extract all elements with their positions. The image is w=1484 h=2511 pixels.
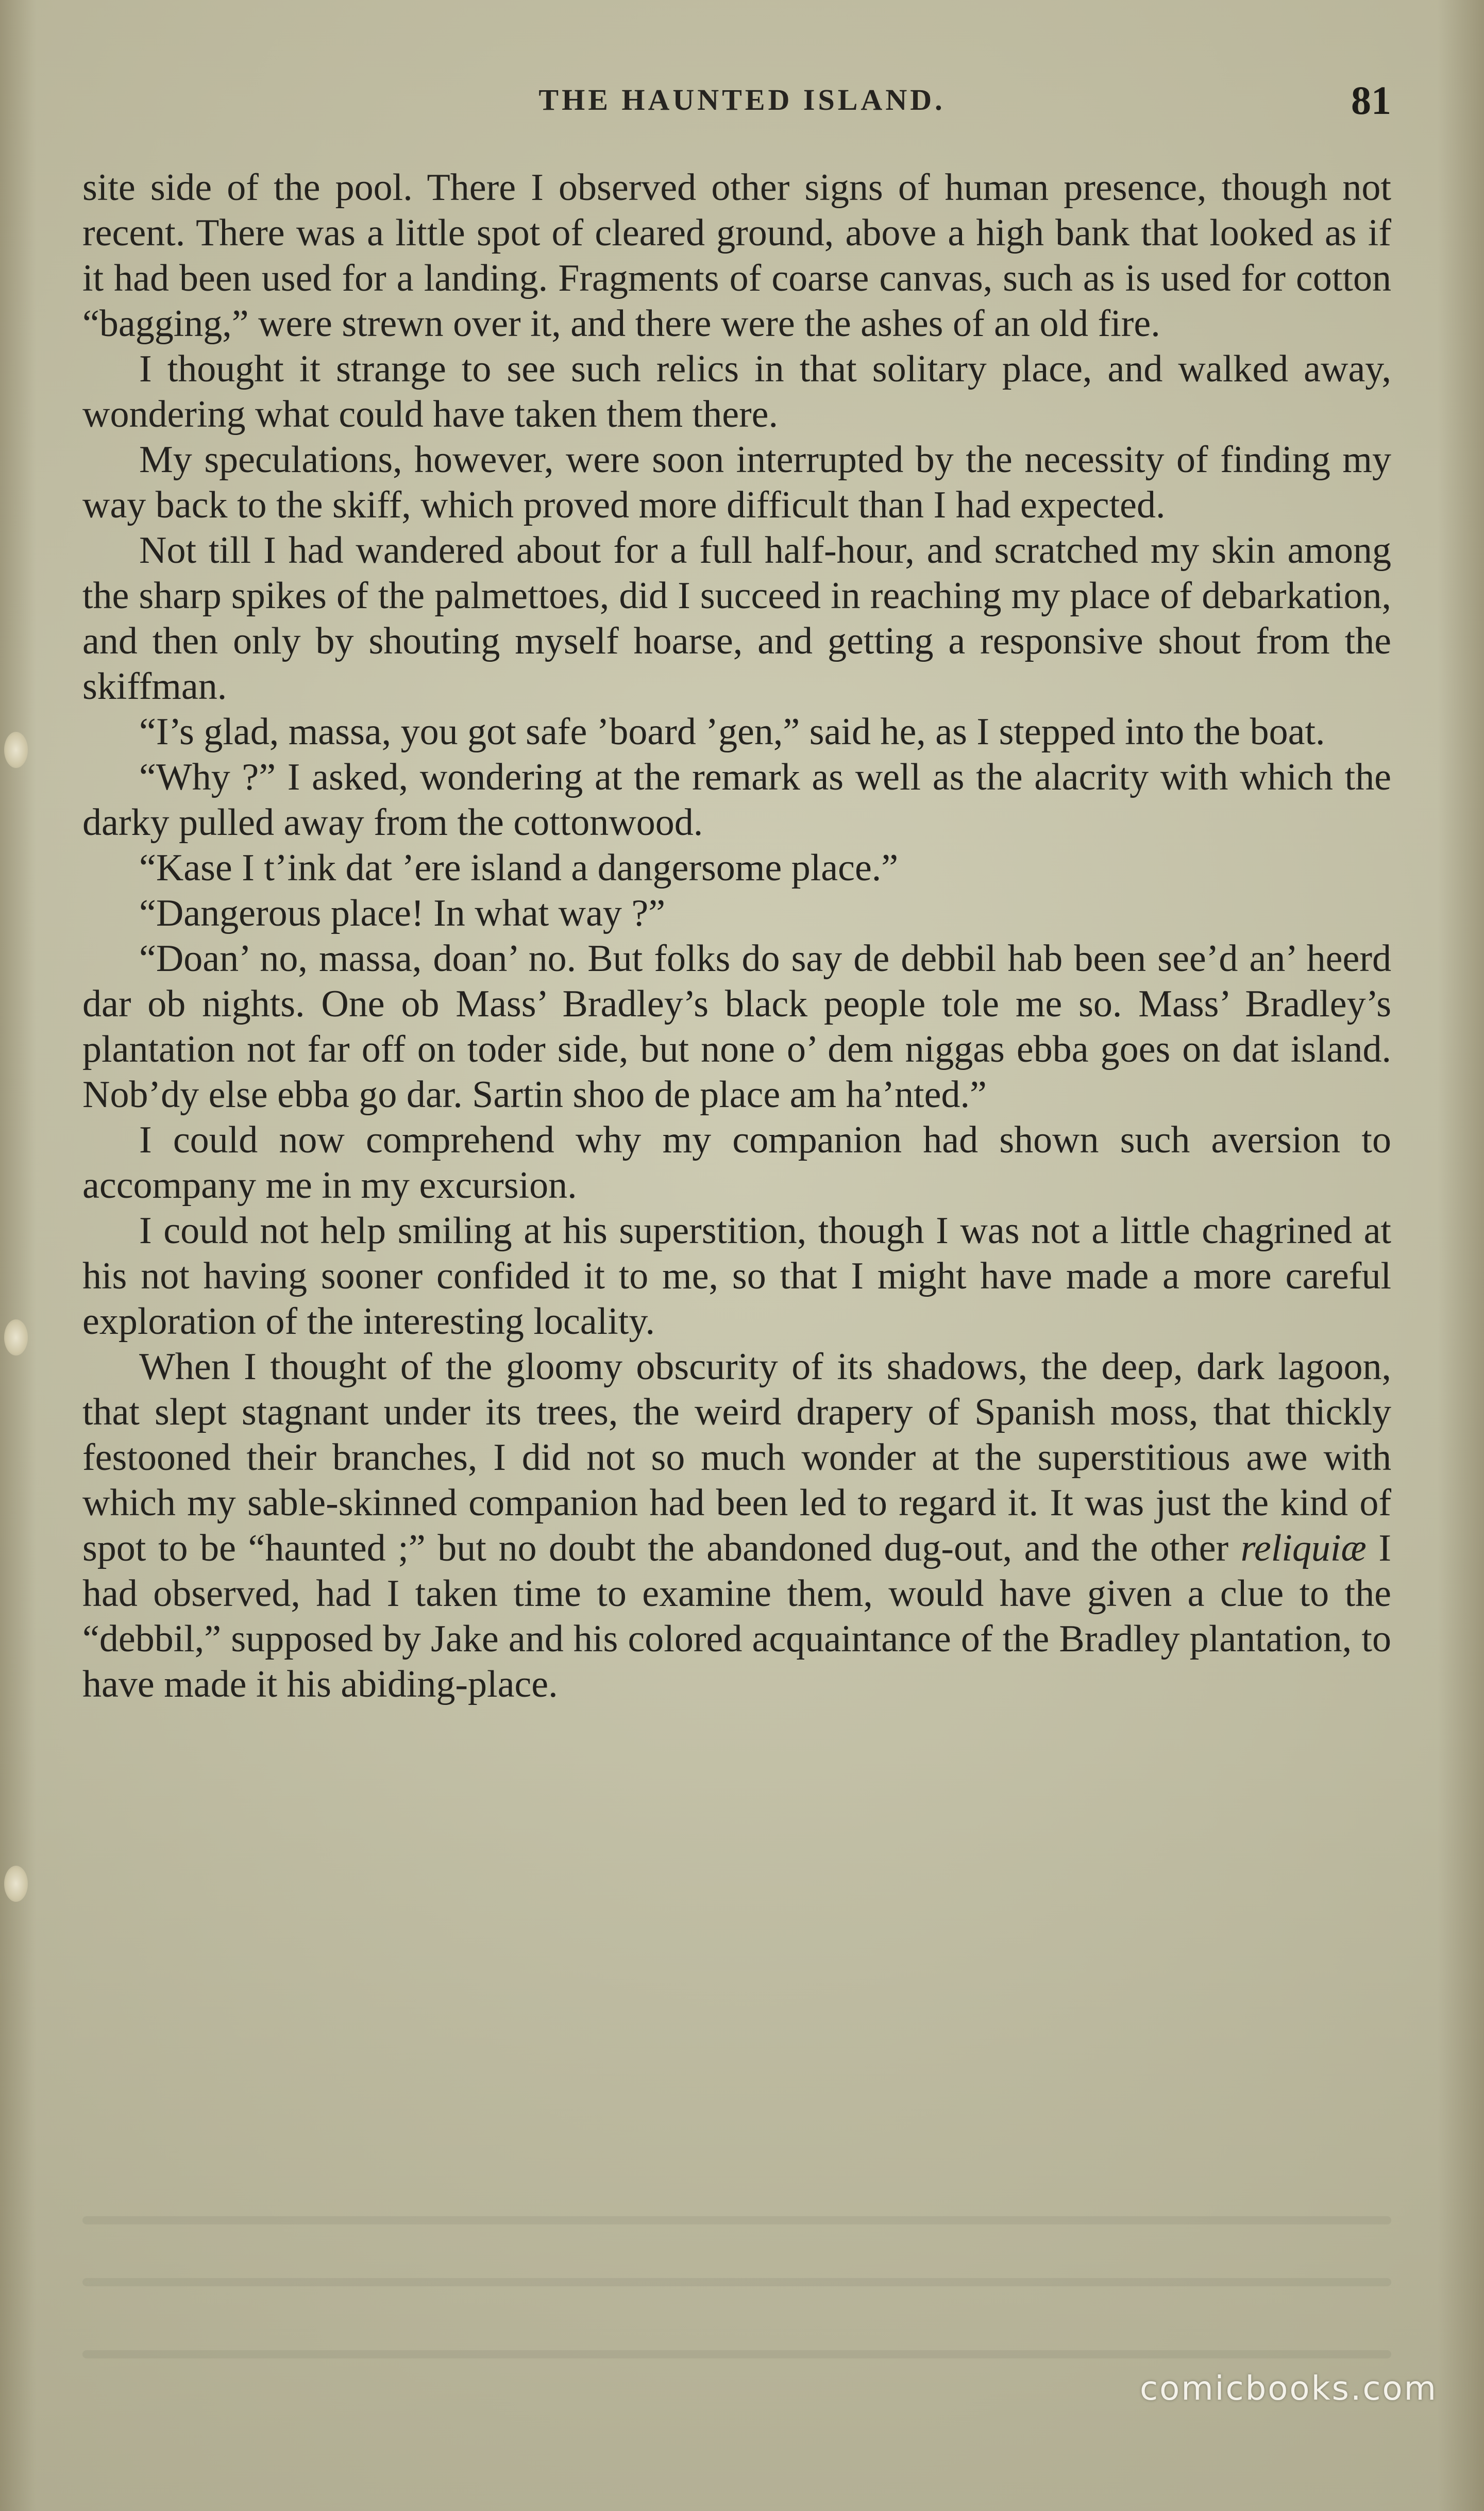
bleed-through-line bbox=[82, 2350, 1391, 2358]
page-header bbox=[82, 77, 1402, 124]
paragraph: “Dangerous place! In what way ?” bbox=[139, 892, 666, 934]
paragraph: I could not help smiling at his superstition, though I was not a little chagrined at his not having sooner confided it to me, so that I might have made a more careful exploration of the interesting locality. bbox=[82, 1210, 1391, 1343]
bleed-through-line bbox=[82, 2216, 1391, 2224]
body-text bbox=[82, 165, 1391, 1707]
page-edge-shadow-right bbox=[1438, 0, 1484, 2511]
bleed-through-line bbox=[82, 2278, 1391, 2286]
paragraph: “Why ?” I asked, wondering at the remark as well as the alacrity with which the darky pulled away from the cottonwood. bbox=[82, 756, 1391, 844]
page-number: 81 bbox=[1351, 78, 1391, 123]
binding-hole bbox=[4, 732, 28, 768]
paragraph-last bbox=[82, 1344, 1391, 1707]
italic-word: reliquiæ bbox=[1240, 1527, 1367, 1569]
page-edge-shadow-left bbox=[0, 0, 36, 2511]
running-title: THE HAUNTED ISLAND. bbox=[538, 83, 946, 116]
paragraph: “Doan’ no, massa, doan’ no. But folks do say de debbil hab been see’d an’ heerd dar ob nights. One ob Mass’ Bradley’s black people tole me so. Mass’ Bradley’s plantation not far off on toder side, but none o’ dem niggas ebba goes on dat island. Nob’dy else ebba go dar. Sartin shoo de place am ha’nted.” bbox=[82, 938, 1391, 1116]
paragraph: “I’s glad, massa, you got safe ’board ’gen,” said he, as I stepped into the boat. bbox=[139, 711, 1325, 753]
paragraph: site side of the pool. There I observed other signs of human presence, though not recent. There was a little spot of cleared ground, above a high bank that looked as if it had been used for a landing. Fragments of coarse canvas, such as is used for cotton “bagging,” were strewn over it, and there were the ashes of an old fire. bbox=[82, 166, 1391, 345]
binding-hole bbox=[4, 1319, 28, 1355]
paragraph: I thought it strange to see such relics in that solitary place, and walked away, wondering what could have taken them there. bbox=[82, 348, 1391, 436]
paragraph: Not till I had wandered about for a full half-hour, and scratched my skin among the sharp spikes of the palmettoes, did I succeed in reaching my place of debarkation, and then only by shouting myself hoarse, and getting a responsive shout from the skiffman. bbox=[82, 529, 1391, 708]
paragraph: My speculations, however, were soon interrupted by the necessity of finding my way back to the skiff, which proved more difficult than I had expected. bbox=[82, 439, 1391, 526]
text-run: I had observed, had I taken time to examine them, would have given a clue to the “debbil,” supposed by Jake and his colored acquaintance of the Bradley plantation, to have made it his abiding-place. bbox=[82, 1527, 1391, 1705]
paragraph: I could now comprehend why my companion had shown such aversion to accompany me in my excursion. bbox=[82, 1119, 1391, 1207]
watermark: comicbooks.com bbox=[1139, 2370, 1438, 2408]
paragraph: “Kase I t’ink dat ’ere island a dangersome place.” bbox=[139, 847, 899, 889]
text-run: When I thought of the gloomy obscurity of its shadows, the deep, dark lagoon, that slept stagnant under its trees, the weird drapery of Spanish moss, that thickly festooned their branches, I did not so much wonder at the superstitious awe with which my sable-skinned companion had been led to regard it. It was just the kind of spot to be “haunted ;” but no doubt the abandoned dug-out, and the other bbox=[82, 1346, 1391, 1569]
binding-hole bbox=[4, 1866, 28, 1902]
